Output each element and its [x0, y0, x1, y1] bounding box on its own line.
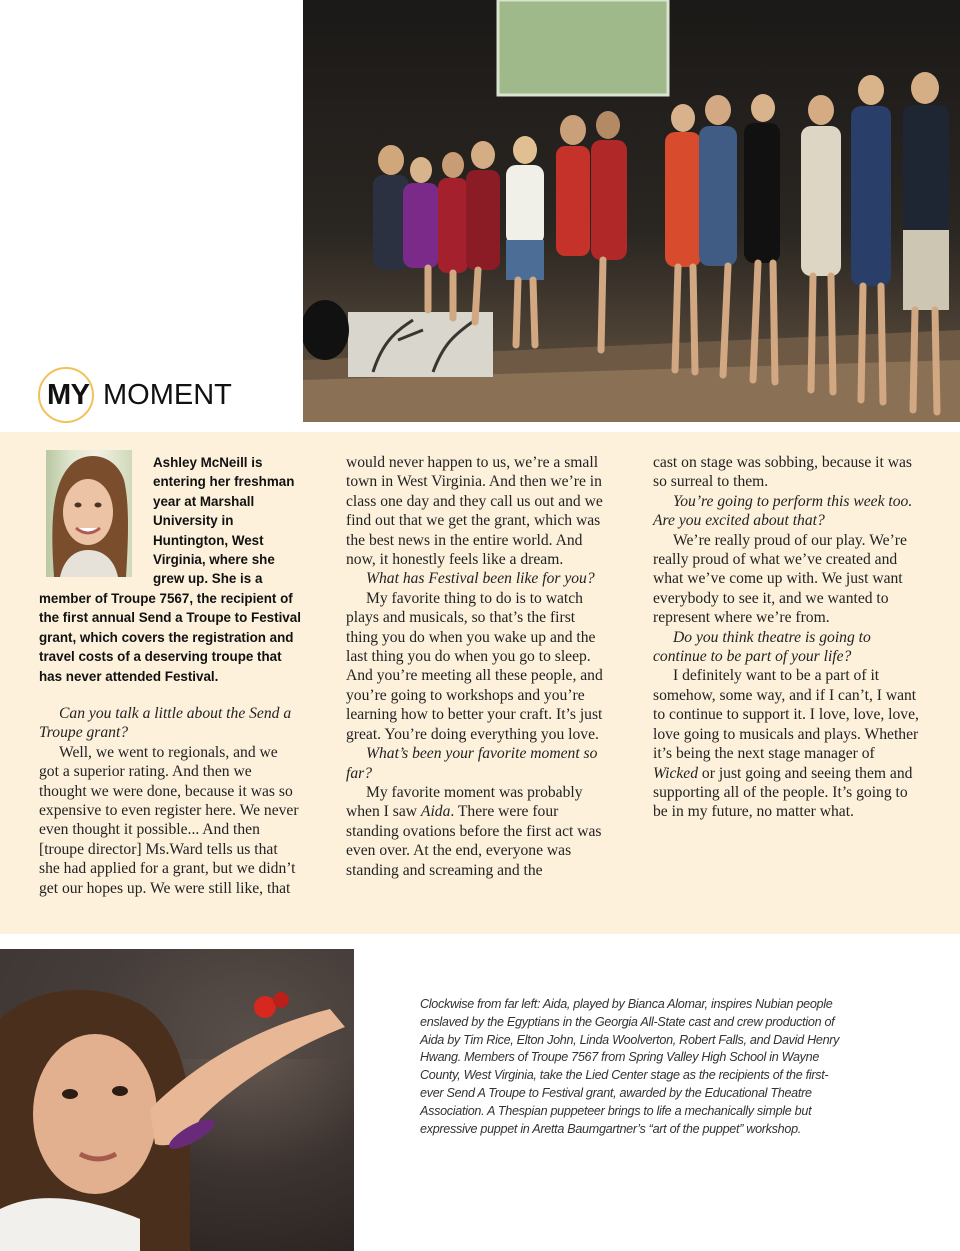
answer-future-theatre	[653, 666, 919, 821]
answer-future-part2: or just going and seeing them and supporting all of the people. It’s going to be in my future, no matter what.	[653, 764, 913, 821]
question-future-theatre: Do you think theatre is going to continue to be part of your life?	[653, 628, 871, 666]
logo-my-text: MY	[47, 379, 90, 411]
answer-performing: We’re really proud of our play. We’re really proud of what we’ve created and what we’ve come up with. We just want everybody to see it, and we wanted to represent where we’re from.	[653, 531, 907, 627]
answer-favorite-moment-continued: cast on stage was sobbing, because it was so surreal to them.	[653, 454, 912, 491]
aida-title: Aida	[420, 803, 451, 821]
logo-moment-text: MOMENT	[103, 379, 232, 411]
bio-continued: member of Troupe 7567, the recipient of the first annual Send a Troupe to Festival grant, which covers the registration and travel costs of a deserving troupe that has never attended Festival.	[39, 591, 301, 684]
bio-intro: Ashley McNeill is entering her freshman year at Marshall University in Huntington, West Virginia, where she grew up. She is a	[153, 455, 295, 587]
article-column-2	[346, 453, 608, 880]
question-send-a-troupe: Can you talk a little about the Send a Troupe grant?	[39, 705, 292, 742]
question-performing: You’re going to perform this week too. Are you excited about that?	[653, 492, 913, 530]
stage-group-photo	[303, 0, 960, 422]
article-column-1	[39, 704, 301, 898]
photo-caption: Clockwise from far left: Aida, played by Bianca Alomar, inspires Nubian people enslaved by the Egyptians in the Georgia All-State cast and crew production of Aida by Tim Rice, Elton John, Linda Woolverton, Robert Falls, and David Henry Hwang. Members of Troupe 7567 from Spring Valley High School in Wayne County, West Virginia, take the Lied Center stage as the recipients of the first-ever Send A Troupe to Festival grant, awarded by the Educational Theatre Association. A Thespian puppeteer brings to life a mechanically simple but expressive puppet in Aretta Baumgartner’s “art of the puppet” workshop.	[420, 997, 840, 1136]
article-column-3	[653, 453, 919, 822]
answer-future-part1: I definitely want to be a part of it somehow, some way, and if I can’t, I want to continue to support it. I love, love, love, love going to musicals and plays. Whether it’s being the next stage manager of	[653, 667, 919, 763]
question-favorite-moment: What’s been your favorite moment so far?	[346, 745, 598, 782]
answer-send-a-troupe-continued: would never happen to us, we’re a small town in West Virginia. And then we’re in class one day and they call us out and we find out that we get the grant, which was the best news in the entire world. And now, it honestly feels like a dream.	[346, 454, 603, 569]
answer-favorite-moment-part1: My favorite moment was probably when I saw	[346, 783, 583, 821]
my-moment-logo	[38, 365, 288, 427]
wicked-title: Wicked	[653, 764, 699, 782]
ashley-headshot-photo	[46, 450, 132, 577]
answer-favorite-moment-part2: . There were four standing ovations before the first act was even over. At the end, everyone was standing and screaming and the	[346, 803, 602, 879]
answer-favorite-moment	[346, 783, 608, 880]
projection-screen	[498, 0, 668, 95]
puppeteer-photo	[0, 949, 354, 1251]
answer-festival-experience: My favorite thing to do is to watch plays and musicals, so that’s the first thing you do when you wake up and the last thing you do when you go to sleep. And you’re meeting all these people, and you’re going to workshops and you’re learning how to better your craft. It’s just great. You’re doing everything you love.	[346, 589, 603, 743]
question-festival-experience: What has Festival been like for you?	[366, 570, 595, 588]
answer-send-a-troupe: Well, we went to regionals, and we got a superior rating. And then we thought we were done, because it was so expensive to even register here. We never even thought it possible... And then [troupe director] Ms.Ward tells us that she had applied for a grant, but we didn’t get our hopes up. We were still like, that	[39, 743, 299, 897]
